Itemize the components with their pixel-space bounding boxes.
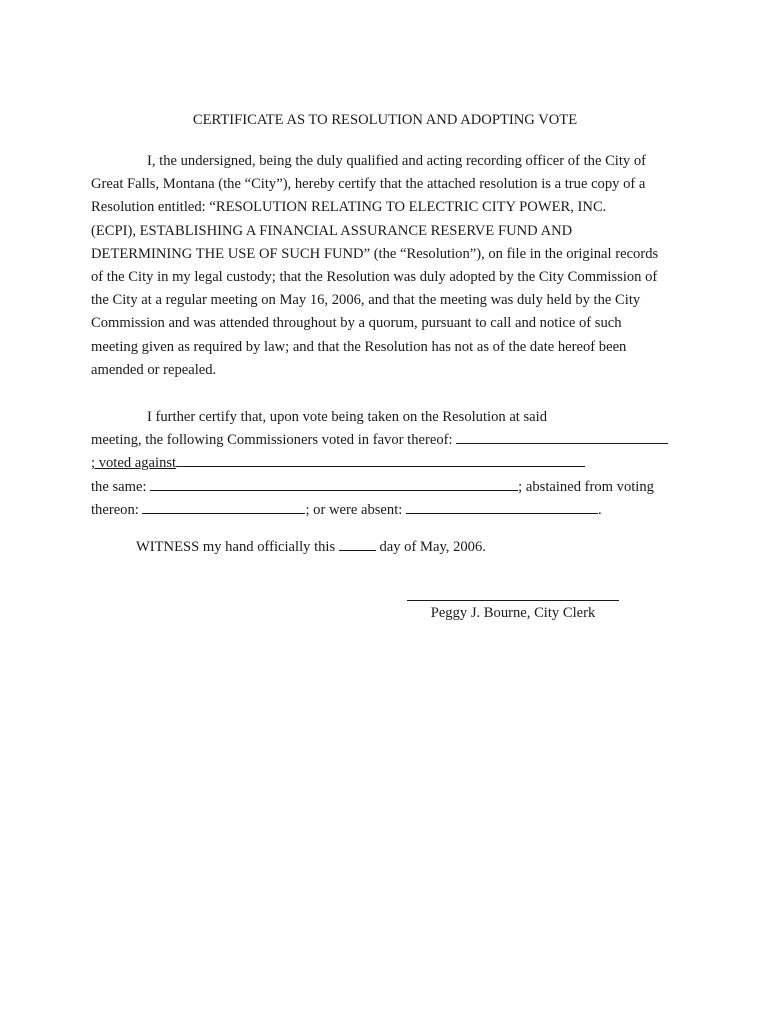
paragraph-line: Commission and was attended throughout by a quorum, pursuant to call and notice of such bbox=[91, 315, 622, 332]
abstained-blank[interactable] bbox=[142, 499, 305, 514]
document-title: CERTIFICATE AS TO RESOLUTION AND ADOPTING VOTE bbox=[192, 112, 578, 128]
abstained-label: ; abstained from voting bbox=[518, 478, 654, 495]
absent-blank[interactable] bbox=[406, 499, 598, 514]
paragraph-line: Resolution entitled: “RESOLUTION RELATING TO ELECTRIC CITY POWER, INC. bbox=[91, 199, 607, 216]
signature-line[interactable] bbox=[407, 600, 619, 601]
voted-against-blank[interactable] bbox=[176, 452, 585, 467]
day-blank[interactable] bbox=[339, 536, 376, 551]
in-favor-label: meeting, the following Commissioners voted in favor thereof: bbox=[91, 432, 457, 449]
witness-line bbox=[136, 536, 486, 557]
thereon-label: thereon: bbox=[91, 501, 143, 518]
witness-label: WITNESS my hand officially this bbox=[136, 539, 339, 555]
vote-line-in-favor bbox=[91, 429, 691, 452]
voted-against-label: ; voted against bbox=[91, 455, 177, 472]
paragraph-line: the City at a regular meeting on May 16, 2006, and that the meeting was duly held by the City bbox=[91, 292, 641, 309]
the-same-label: the same: bbox=[91, 478, 151, 495]
witness-date: day of May, 2006. bbox=[375, 539, 486, 555]
paragraph-line: (ECPI), ESTABLISHING A FINANCIAL ASSURANCE RESERVE FUND AND bbox=[91, 222, 573, 239]
vote-line-same bbox=[91, 476, 691, 499]
in-favor-blank[interactable] bbox=[456, 429, 668, 444]
paragraph-line: of the City in my legal custody; that the Resolution was duly adopted by the City Commission of bbox=[91, 268, 658, 285]
paragraph-line: I, the undersigned, being the duly qualified and acting recording officer of the City of bbox=[147, 153, 647, 169]
vote-line-thereon bbox=[91, 499, 691, 522]
period: . bbox=[597, 501, 602, 518]
paragraph-line: DETERMINING THE USE OF SUCH FUND” (the “Resolution”), on file in the original records bbox=[91, 245, 659, 262]
vote-line-against bbox=[91, 452, 691, 475]
certification-paragraph bbox=[91, 150, 691, 382]
paragraph-line: Great Falls, Montana (the “City”), hereby certify that the attached resolution is a true copy of a bbox=[91, 176, 646, 193]
absent-label: ; or were absent: bbox=[305, 501, 406, 518]
paragraph-line: amended or repealed. bbox=[91, 361, 217, 378]
voted-against-names-blank[interactable] bbox=[150, 476, 518, 491]
paragraph-line: meeting given as required by law; and that the Resolution has not as of the date hereof been bbox=[91, 338, 627, 355]
signatory-name: Peggy J. Bourne, City Clerk bbox=[430, 605, 596, 621]
vote-paragraph bbox=[91, 406, 691, 522]
vote-line-intro: I further certify that, upon vote being taken on the Resolution at said bbox=[147, 409, 548, 425]
